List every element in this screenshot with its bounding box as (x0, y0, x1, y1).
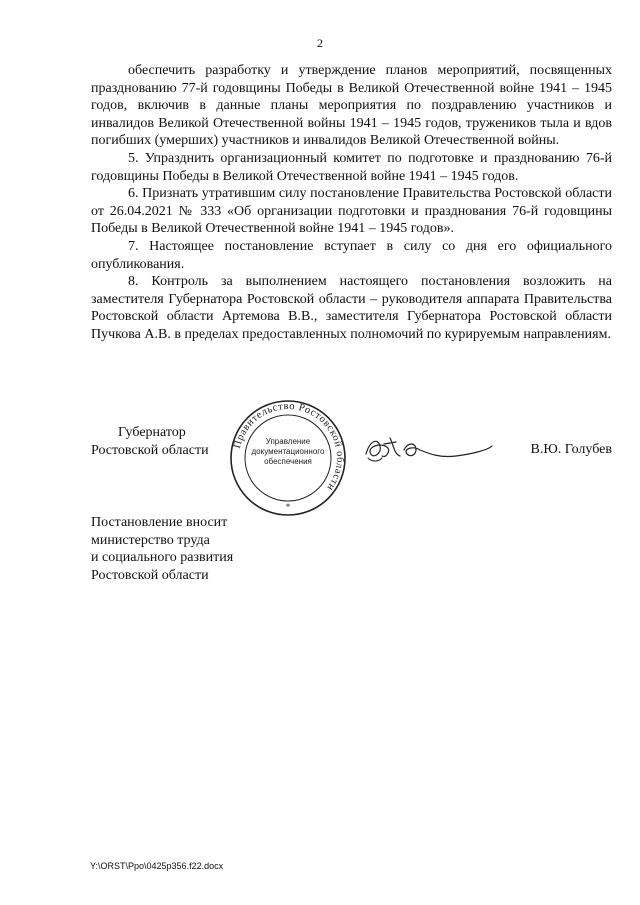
submitted-line3: и социального развития (91, 550, 234, 566)
submitted-line1: Постановление вносит (91, 515, 228, 530)
paragraph-8: 8. Контроль за выполнением настоящего постановления возложить на заместителя Губернатора Ростовской области – руководителя аппарата Правительства Ростовской области Артемова В.В., заместителя Губернатора Ростовской области Пучкова А.В. в пределах предоставленных полномочий по курируемым направлениям. (91, 274, 612, 342)
governor-title-line1: Губернатор (118, 425, 186, 440)
submitted-line4: Ростовской области (91, 567, 209, 583)
file-path-footer: Y:\ORST\Ppo\0425p356.f22.docx (90, 861, 224, 871)
paragraph-6: 6. Признать утратившим силу постановление Правительства Ростовской области от 26.04.2021 № 333 «Об организации подготовки и празднования 76-й годовщины Победы в Великой Отечественной войне 1941 – 1945 годов». (91, 186, 612, 237)
submitted-by-block (91, 514, 233, 584)
seal-star: * (285, 502, 291, 512)
paragraph-5: 5. Упразднить организационный комитет по подготовке и празднованию 76-й годовщины Победы в Великой Отечественной войне 1941 – 1945 годов. (91, 150, 612, 184)
handwritten-signature (360, 432, 500, 468)
seal-inner-line3: обеспечения (264, 457, 312, 466)
paragraph-4-continuation: обеспечить разработку и утверждение планов мероприятий, посвященных празднованию 77-й годовщины Победы в Великой Отечественной войне 1941 – 1945 годов, включив в данные планы мероприятия по поздравлению участников и инвалидов Великой Отечественной войны 1941 – 1945 годов, тружеников тыла и вдов погибших (умерших) участников и инвалидов Великой Отечественной войны. (91, 63, 612, 149)
seal-outer-text: Правительство Ростовской области (231, 400, 346, 493)
seal-inner-line2: документационного (251, 447, 325, 456)
seal-inner-line1: Управление (265, 437, 311, 446)
submitted-line2: министерство труда (91, 532, 210, 548)
page-number: 2 (317, 36, 323, 50)
document-body (91, 62, 612, 344)
official-seal (228, 398, 348, 518)
governor-name: В.Ю. Голубев (530, 442, 612, 457)
governor-title (91, 424, 209, 459)
paragraph-7: 7. Настоящее постановление вступает в силу со дня его официального опубликования. (91, 238, 612, 272)
governor-title-line2: Ростовской области (91, 442, 209, 458)
